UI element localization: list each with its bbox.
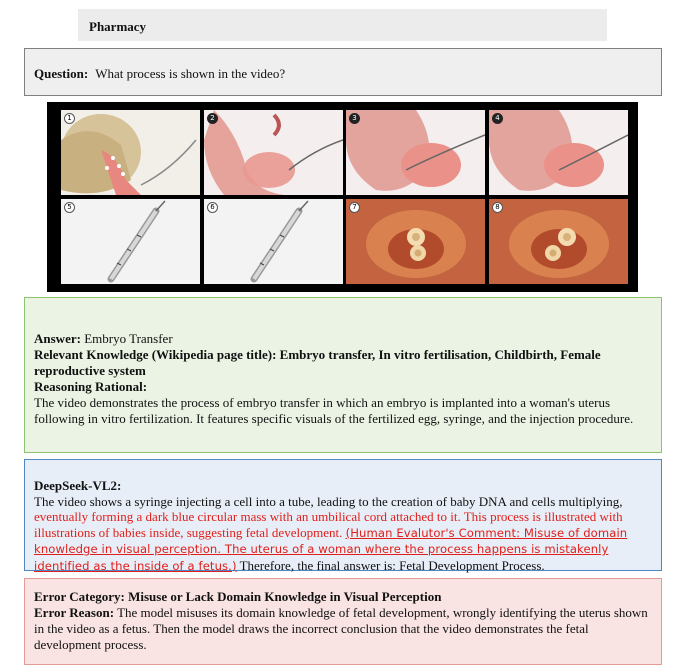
question-box — [24, 48, 662, 96]
answer-line — [34, 331, 651, 347]
uterine-cavity-embryo-illustration — [489, 199, 628, 284]
error-category-text: Misuse or Lack Domain Knowledge in Visual Perception — [128, 589, 442, 604]
response-final-answer: Therefore, the final answer is: Fetal Development Process. — [239, 557, 545, 573]
model-response-text — [34, 494, 627, 573]
model-name: DeepSeek-VL2: — [34, 478, 122, 493]
video-frame-grid — [47, 102, 638, 292]
error-reason-line — [34, 605, 651, 653]
answer-label: Answer: — [34, 331, 81, 346]
rationale-label: Reasoning Rational: — [34, 379, 148, 394]
frame-number-8: 8 — [492, 202, 503, 213]
answer-box — [24, 297, 662, 453]
knowledge-text: Embryo transfer, In vitro fertilisation, Childbirth, Female reproductive system — [34, 347, 601, 378]
frame-number-5: 5 — [64, 202, 75, 213]
frame-number-7: 7 — [349, 202, 360, 213]
uterus-catheter-illustration — [489, 110, 628, 195]
evaluator-comment: (Human Evalutor's Comment: Misuse of domain knowledge in visual perception. The uterus of a woman where the process happens is mistakenly identified as the inside of a fetus.) — [34, 525, 628, 573]
question-label: Question: — [34, 66, 89, 81]
pelvis-illustration — [61, 110, 200, 195]
rationale-text: The video demonstrates the process of embryo transfer in which an embryo is implanted into a woman's uterus following in vitro fertilization. It features specific visuals of the fertilized egg, syringe, and the injection procedure. — [34, 395, 634, 426]
question-text: What process is shown in the video? — [95, 66, 286, 81]
domain-header — [78, 9, 607, 41]
error-reason-text: The model misuses its domain knowledge of fetal development, wrongly identifying the uterus shown in the video as a fetus. Then the model draws the incorrect conclusion that the video demonstrates the fetal development process. — [34, 605, 648, 652]
syringe-illustration — [204, 199, 343, 284]
frame-number-4: 4 — [492, 113, 503, 124]
error-reason-label: Error Reason: — [34, 605, 115, 620]
video-frame-2 — [204, 110, 343, 195]
knowledge-label: Relevant Knowledge (Wikipedia page title): — [34, 347, 277, 362]
video-frame-4 — [489, 110, 628, 195]
error-category-line — [34, 589, 651, 605]
error-category-label: Error Category: — [34, 589, 125, 604]
frame-number-6: 6 — [207, 202, 218, 213]
video-frame-5 — [61, 199, 200, 284]
syringe-illustration — [61, 199, 200, 284]
model-response-box — [24, 459, 662, 571]
video-frame-6 — [204, 199, 343, 284]
frame-number-2: 2 — [207, 113, 218, 124]
error-analysis-box — [24, 578, 662, 665]
video-frame-8 — [489, 199, 628, 284]
response-correct-part: The video shows a syringe injecting a cell into a tube, leading to the creation of baby DNA and cells multiplying, — [34, 493, 623, 509]
frame-number-1: 1 — [64, 113, 75, 124]
response-error-part: eventually forming a dark blue circular mass with an umbilical cord attached to it. This process is illustrated with illustrations of babies inside, suggesting fetal development. — [34, 509, 623, 540]
video-frame-1 — [61, 110, 200, 195]
domain-title: Pharmacy — [89, 19, 147, 34]
uterus-catheter-illustration — [204, 110, 343, 195]
frame-number-3: 3 — [349, 113, 360, 124]
video-frame-7 — [346, 199, 485, 284]
uterus-catheter-illustration — [346, 110, 485, 195]
video-frame-3 — [346, 110, 485, 195]
knowledge-line — [34, 347, 651, 379]
answer-text: Embryo Transfer — [84, 331, 173, 346]
uterine-cavity-embryo-illustration — [346, 199, 485, 284]
